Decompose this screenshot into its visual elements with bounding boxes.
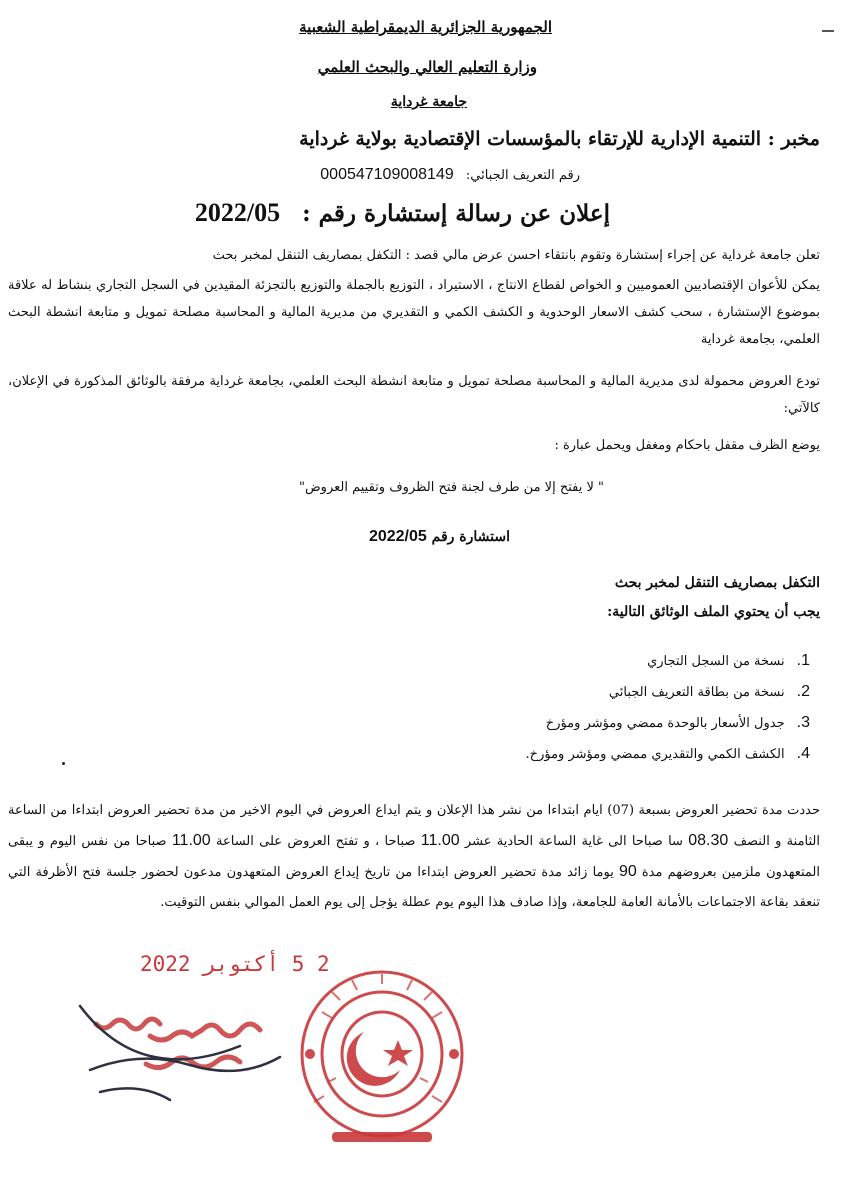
consultation-reference (369, 528, 510, 546)
intro-paragraph: تعلن جامعة غرداية عن إجراء إستشارة وتقوم بانتقاء احسن عرض مالي قصد : التكفل بمصاريف التنقل لمخبر بحث (212, 248, 820, 263)
subject-heading: التكفل بمصاريف التنقل لمخبر بحث (614, 575, 820, 591)
consultation-label: استشارة رقم (431, 529, 510, 545)
envelope-quote: " لا يفتح إلا من طرف لجنة فتح الظروف وتقييم العروض" (298, 480, 604, 495)
official-seal (292, 962, 472, 1162)
tax-id-line (320, 166, 580, 184)
deadlines-paragraph: حددت مدة تحضير العروض بسبعة (07) ايام ابتداءا من نشر هذا الإعلان و يتم ايداع العروض في اليوم الاخير من مدة تحضير العروض ابتداءا من الساعة الثامنة و النصف 08.30 سا صباحا الى غاية الساعة الحادية عشر 11.00 صباحا ، و تفتح العروض على الساعة 11.00 صباحا من نفس اليوم و يبقى المتعهدون ملزمين بعروضهم مدة 90 يوما زائد مدة تحضير العروض ابتداءا من تاريخ إيداع العروض المتعهدون مدعون لحضور جلسة فتح الأظرفة التي تنعقد بقاعة الاجتماعات بالأمانة العامة للجامعة، وإذا صادف هذا اليوم يوم عطلة يؤجل إلى يوم العمل الموالي بنفس التوقيت. (8, 803, 820, 910)
announcement-label: إعلان عن رسالة إستشارة رقم : (302, 200, 610, 227)
list-item: 2.نسخة من بطاقة التعريف الجبائي (608, 683, 810, 700)
deposit-paragraph: تودع العروض محمولة لدى مديرية المالية و المحاسبة مصلحة تمويل و متابعة انشطة البحث العلمي، بجامعة غرداية مرفقة بالوثائق المذكورة في الإعلان، كالآتي: (8, 374, 820, 416)
list-item: 4.الكشف الكمي والتقديري ممضي ومؤشر ومؤرخ. (525, 745, 810, 762)
required-documents-list (526, 645, 810, 769)
corner-mark (822, 30, 834, 32)
eligibility-paragraph: يمكن للأعوان الإقتصاديين العموميين و الخواص لقطاع الانتاج ، الاستيراد ، التوزيع بالجملة والتوزيع بالتجزئة المقيدين في السجل التجاري بنشاط له علاقة بموضوع الإستشارة ، سحب كشف الاسعار الوحدوية و الكشف الكمي و التقديري من مديرية المالية و المحاسبة مصلحة تمويل و متابعة انشطة البحث العلمي، بجامعة غرداية (8, 278, 820, 347)
announcement-title (195, 198, 610, 228)
list-item: 1.نسخة من السجل التجاري (647, 652, 810, 669)
tax-id-label: رقم التعريف الجبائي: (465, 168, 580, 183)
tax-id-value: 000547109008149 (320, 166, 454, 183)
header-ministry: وزارة التعليم العالي والبحث العلمي (317, 58, 537, 76)
documents-heading: يجب أن يحتوي الملف الوثائق التالية: (607, 604, 820, 620)
header-university: جامعة غرداية (390, 94, 467, 110)
stray-dot (62, 762, 65, 765)
envelope-paragraph: يوضع الظرف مقفل باحكام ومغفل ويحمل عبارة : (554, 438, 820, 453)
lab-title: مخبر : التنمية الإدارية للإرتقاء بالمؤسسات الإقتصادية بولاية غرداية (299, 128, 820, 150)
date-stamp: 2 5 أكتوبر 2022 (140, 952, 330, 976)
header-republic: الجمهورية الجزائرية الديمقراطية الشعبية (299, 18, 552, 36)
consultation-number: 2022/05 (368, 528, 427, 545)
announcement-number: 2022/05 (194, 198, 281, 227)
list-item: 3.جدول الأسعار بالوحدة ممضي ومؤشر ومؤرخ (545, 714, 810, 731)
signature-stamp (60, 1000, 300, 1120)
